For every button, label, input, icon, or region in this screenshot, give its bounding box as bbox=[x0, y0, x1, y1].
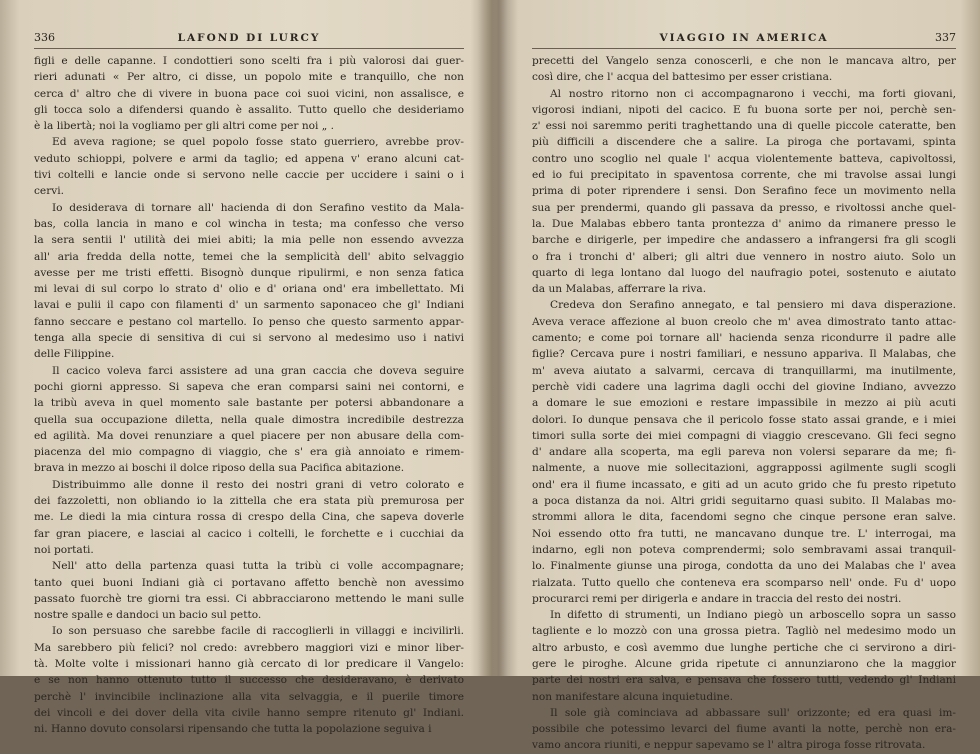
right-page-body bbox=[532, 53, 956, 754]
text-line: Ma sarebbero più felici? nol credo: avrebbero maggiori vizi e minor liber- bbox=[34, 641, 464, 654]
text-line: rialzata. Tutto quello che conteneva era scomparso nell' onde. Fu d' uopo bbox=[532, 576, 956, 589]
left-page-header bbox=[34, 22, 464, 49]
text-line: e se non hanno ottenuto tutto il successo che desideravano, è derivato bbox=[34, 674, 464, 687]
text-line: ed agilità. Ma dovei renunziare a quel piacere per non abusare della com- bbox=[34, 429, 464, 442]
text-line: d' andare alla scoperta, ma egli pareva non volersi separare da me; fi- bbox=[532, 446, 956, 459]
left-page-number: 336 bbox=[34, 31, 55, 44]
text-line: m' aveva aiutato a salvarmi, cercava di tranquillarmi, ma inutilmente, bbox=[532, 364, 956, 377]
left-page bbox=[34, 0, 464, 736]
text-line: Nell' atto della partenza quasi tutta la tribù ci volle accompagnare; bbox=[52, 560, 464, 573]
text-line: ni. Hanno dovuto consolarsi ripensando che tutta la popolazione seguiva i bbox=[34, 723, 432, 736]
text-line: passato fuorchè tre giorni tra essi. Ci abbracciarono mettendo le mani sulle bbox=[34, 592, 464, 605]
text-line: lavai e pulii il capo con filamenti d' un sarmento saponaceo che gl' Indiani bbox=[34, 299, 464, 312]
text-line: timori sulla sorte dei miei compagni di viaggio crescevano. Gli feci segno bbox=[532, 429, 956, 442]
right-page-number: 337 bbox=[935, 31, 956, 44]
text-line: tà. Molte volte i missionari hanno già cercato di lor predicare il Vangelo: bbox=[34, 657, 464, 670]
text-line: precetti del Vangelo senza conoscerli, e che non le mancava altro, per bbox=[532, 55, 956, 67]
text-line: Aveva verace affezione al buon creolo che m' avea dimostrato tanto attac- bbox=[532, 315, 956, 328]
text-line: perchè vidi cadere una lagrima dagli occhi del giovine Indiano, avvezzo bbox=[532, 380, 956, 393]
text-line: figli e delle capanne. I condottieri sono scelti fra i più valorosi dai guer- bbox=[34, 55, 464, 67]
text-line: vamo ancora riuniti, e neppur sapevamo se l' altra piroga fosse ritrovata. bbox=[532, 739, 926, 752]
text-line: Noi essendo otto fra tutti, ne mancavano dunque tre. L' interrogai, ma bbox=[532, 527, 956, 540]
text-line: Io son persuaso che sarebbe facile di raccoglierli in villaggi e incivilirli. bbox=[52, 625, 464, 638]
left-page-body bbox=[34, 53, 464, 737]
text-line: quarto di lega lontano dal luogo del naufragio potei, sostenuto e aiutato bbox=[532, 266, 956, 279]
text-line: pochi giorni appresso. Si sapeva che eran comparsi saini nei contorni, e bbox=[34, 380, 464, 393]
text-line: Al nostro ritorno non ci accompagnarono i vecchi, ma forti giovani, bbox=[550, 87, 956, 100]
text-line: nalmente, a nuove mie sollecitazioni, aggrappossi agilmente sugli scogli bbox=[532, 462, 956, 475]
text-line: sua per prendermi, quando gli passava da presso, e rivoltossi anche quel- bbox=[532, 201, 956, 214]
text-line: camento; e come poi tornare all' hacienda senza ricondurre il padre alle bbox=[532, 332, 956, 345]
text-line: la tribù aveva in quel momento sale bastante per potersi abbandonare a bbox=[34, 397, 464, 410]
text-line: Distribuimmo alle donne il resto dei nostri grani di vetro colorato e bbox=[52, 478, 464, 491]
text-line: tanto quei buoni Indiani già ci portavano affetto benchè non avessimo bbox=[34, 576, 464, 589]
text-line: cervi. bbox=[34, 185, 65, 198]
text-line: piacenza del mio compagno di viaggio, che s' era già annoiato e rimem- bbox=[34, 446, 464, 459]
text-line: prima di poter riprendere i sensi. Don Serafino fece un movimento nella bbox=[532, 185, 956, 198]
text-line: Ed aveva ragione; se quel popolo fosse stato guerriero, avrebbe prov- bbox=[52, 136, 464, 149]
text-line: procurarci remi per dirigerla e andare in traccia del resto dei nostri. bbox=[532, 592, 902, 605]
text-line: a poca distanza da noi. Altri gridi seguitarno quasi subito. Il Malabas mo- bbox=[532, 495, 956, 508]
text-line: all' aria fredda della notte, temei che la semplicità dell' abito selvaggio bbox=[34, 250, 464, 263]
text-line: fanno seccare e pestano col martello. Io penso che questo sarmento appar- bbox=[34, 315, 464, 328]
text-line: avesse per me tristi effetti. Bisognò dunque ripulirmi, e non senza fatica bbox=[34, 266, 464, 279]
right-running-title: VIAGGIO IN AMERICA bbox=[659, 32, 829, 44]
text-line: indarno, egli non poteva comprendermi; solo sembravami assai tranquil- bbox=[532, 543, 956, 556]
text-line: la. Due Malabas ebbero tanta prontezza d' animo da rimanere presso le bbox=[532, 217, 956, 230]
text-line: barche e dirigerle, per impedire che andassero a infrangersi fra gli scogli bbox=[532, 234, 956, 247]
text-line: la sera sentii l' utilità dei miei abiti; la mia pelle non essendo avvezza bbox=[34, 234, 464, 247]
text-line: è la libertà; noi la vogliamo per gli altri come per noi „ . bbox=[34, 120, 335, 133]
text-line: tivi coltelli e lancie onde si servono nelle caccie per uccidere i saini o i bbox=[34, 169, 464, 182]
text-line: rieri adunati « Per altro, ci disse, un popolo mite e tranquillo, che non bbox=[34, 71, 464, 84]
text-line: contro uno scoglio nel quale l' acqua violentemente batteva, capivoltossi, bbox=[532, 152, 956, 165]
text-line: dei vincoli e dei dover della vita civile hanno sempre ritenuto gl' Indiani. bbox=[34, 706, 464, 719]
text-line: In difetto di strumenti, un Indiano piegò un arboscello sopra un sasso bbox=[550, 609, 956, 622]
text-line: bas, colla lancia in mano e col wincha in testa; ma confesso che verso bbox=[34, 217, 464, 230]
right-page-header bbox=[532, 22, 956, 49]
right-page bbox=[532, 0, 956, 752]
text-line: noi portati. bbox=[34, 543, 94, 556]
text-line: parte dei nostri era salva, e pensava che fossero tutti, vedendo gl' Indiani bbox=[532, 674, 956, 687]
text-line: ed io fui precipitato in spaventosa corrente, che mi travolse assai lungi bbox=[532, 169, 956, 182]
text-line: ond' era il fiume incassato, e giti ad un acuto grido che fu presto ripetuto bbox=[532, 478, 956, 491]
text-line: così dire, che l' acqua del battesimo per esser cristiana. bbox=[532, 71, 833, 84]
text-line: tagliente e lo mozzò con una grossa pietra. Tagliò nel medesimo modo un bbox=[532, 625, 956, 638]
text-line: a domare le sue emozioni e restare impassibile in mezzo ai più acuti bbox=[532, 397, 956, 410]
text-line: mi levai di sul corpo lo strato d' olio e d' oriana ond' era imbellettato. Mi bbox=[34, 283, 464, 296]
text-line: vigorosi indiani, nipoti del cacico. E fu buona sorte per noi, perchè sen- bbox=[532, 103, 956, 116]
text-line: dei fazzoletti, non obliando io la zittella che era stata più premurosa per bbox=[34, 495, 464, 508]
text-line: Io desiderava di tornare all' hacienda di don Serafino vestito da Mala- bbox=[52, 201, 464, 214]
text-line: me. Le diedi la mia cintura rossa di crespo della Cina, che sapeva doverle bbox=[34, 511, 464, 524]
text-line: perchè l' invincibile inclinazione alla vita selvaggia, e il puerile timore bbox=[34, 690, 464, 703]
text-line: possibile che potessimo levarci del fiume avanti la notte, perchè non era- bbox=[532, 723, 956, 736]
text-line: dolori. Io dunque pensava che il pericolo fosse stato assai grande, e i miei bbox=[532, 413, 956, 426]
text-line: Il sole già cominciava ad abbassare sull' orizzonte; ed era quasi im- bbox=[550, 706, 956, 719]
text-line: delle Filippine. bbox=[34, 348, 115, 361]
text-line: gere le piroghe. Alcune grida ripetute ci annunziarono che la maggior bbox=[532, 657, 956, 670]
text-line: strommi allora le dita, facendomi segno che cinque persone eran salve. bbox=[532, 511, 956, 524]
text-line: lo. Finalmente giunse una piroga, condotta da uno dei Malabas che l' avea bbox=[532, 560, 956, 573]
text-line: tenga alla specie di sensitiva di cui si servono al medesimo uso i nativi bbox=[34, 332, 464, 345]
text-line: più difficili a discendere che a salire. La piroga che portavami, spinta bbox=[532, 136, 956, 149]
text-line: altro arbusto, e così avemmo due lunghe pertiche che ci servirono a diri- bbox=[532, 641, 956, 654]
text-line: gli tocca solo a difendersi quando è assalito. Tutto quello che desideriamo bbox=[34, 103, 464, 116]
text-line: far gran piacere, e lasciai al cacico i coltelli, le forchette e i cucchiai da bbox=[34, 527, 464, 540]
text-line: nostre spalle e dandoci un bacio sul petto. bbox=[34, 609, 262, 622]
text-line: veduto schioppi, polvere e armi da taglio; ed appena v' erano alcuni cat- bbox=[34, 152, 464, 165]
text-line: cerca d' altro che di vivere in buona pace coi suoi vicini, non assalisce, e bbox=[34, 87, 464, 100]
text-line: da un Malabas, afferrare la riva. bbox=[532, 283, 707, 296]
text-line: Credeva don Serafino annegato, e tal pensiero mi dava disperazione. bbox=[550, 299, 956, 312]
text-line: o fra i tronchi d' alberi; gli altri due vennero in nostro aiuto. Solo un bbox=[532, 250, 956, 263]
text-line: z' essi noi saremmo periti traghettando una di quelle piccole cateratte, ben bbox=[532, 120, 956, 133]
text-line: Il cacico voleva farci assistere ad una gran caccia che doveva seguire bbox=[52, 364, 464, 377]
text-line: figlie? Cercava pure i nostri familiari, e nessuno appariva. Il Malabas, che bbox=[532, 348, 956, 361]
left-running-title: LAFOND DI LURCY bbox=[177, 32, 321, 44]
book-gutter bbox=[478, 0, 518, 676]
text-line: quella sua occupazione diletta, nella quale dimostra incredibile destrezza bbox=[34, 413, 464, 426]
text-line: brava in mezzo ai boschi il dolce riposo della sua Pacifica abitazione. bbox=[34, 462, 405, 475]
text-line: non manifestare alcuna inquietudine. bbox=[532, 690, 734, 703]
